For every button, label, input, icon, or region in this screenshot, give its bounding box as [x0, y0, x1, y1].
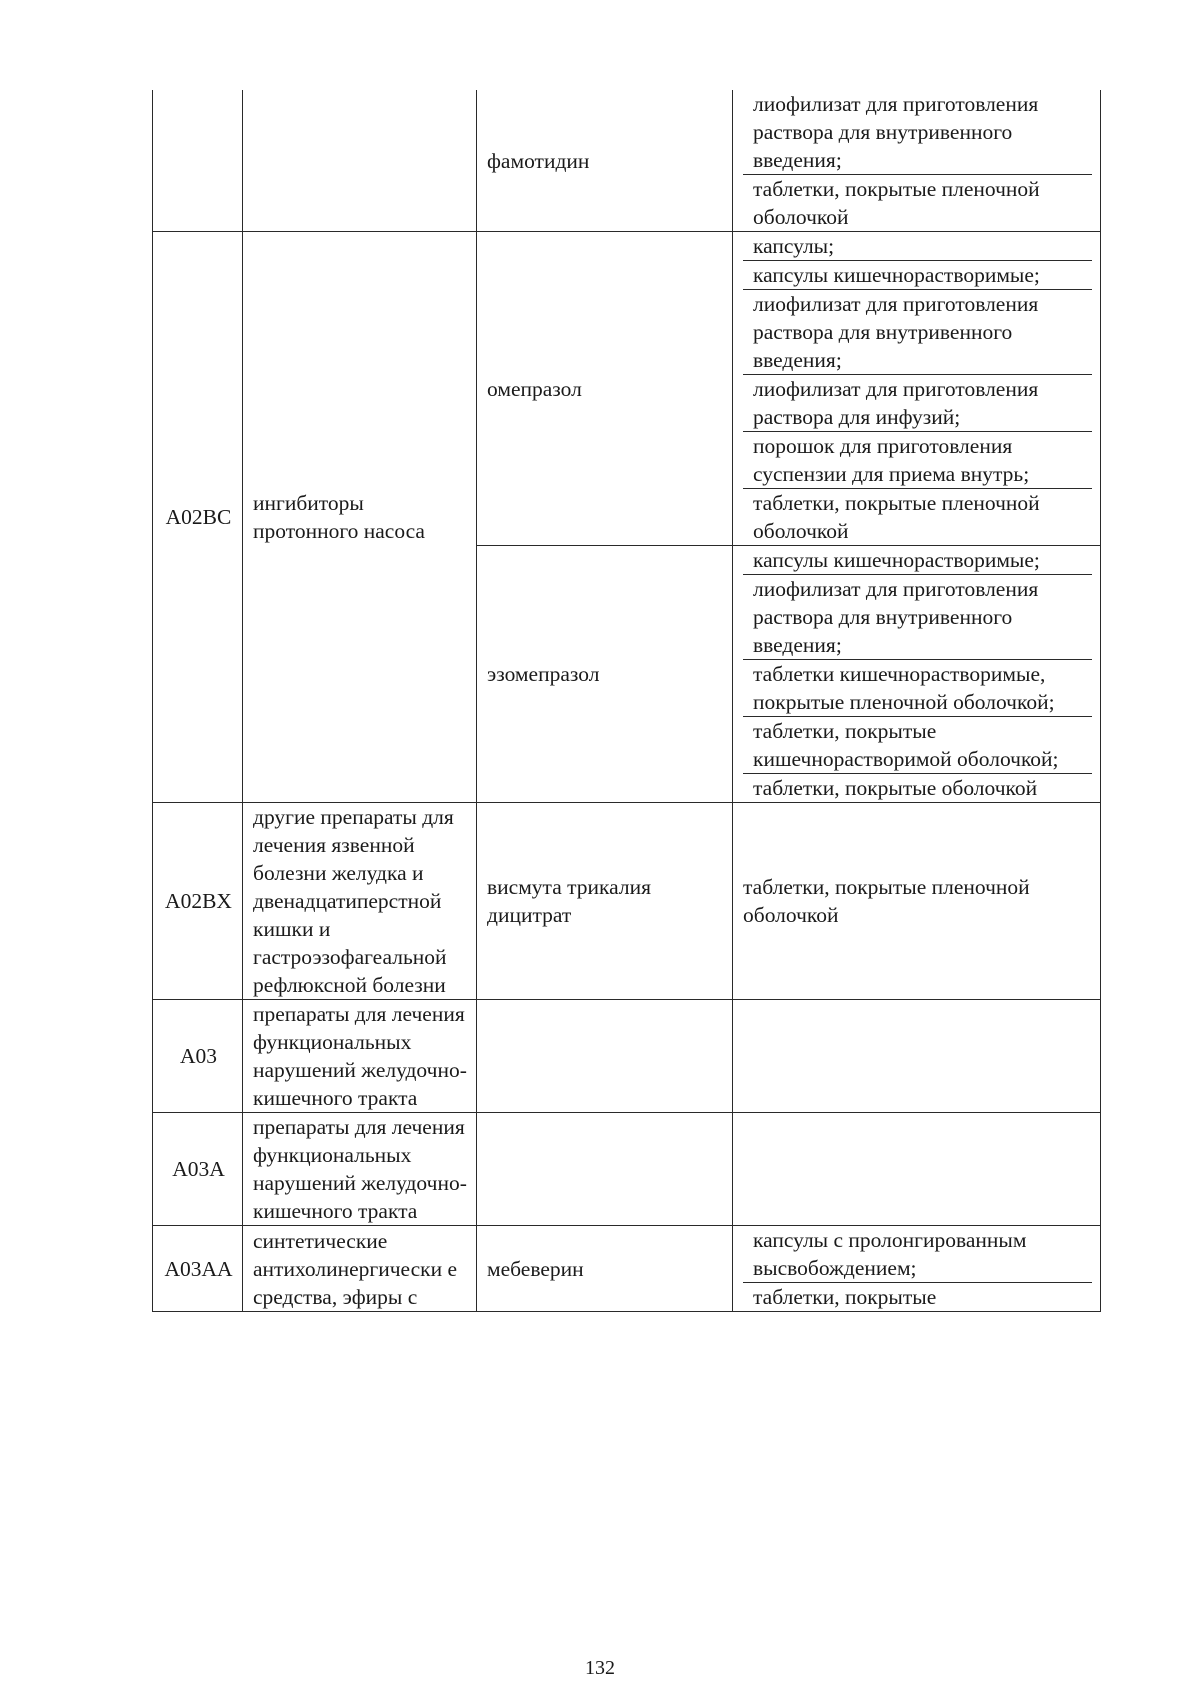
group-cell: [243, 90, 477, 232]
dosage-form: таблетки кишечнорастворимые, покрытые пленочной оболочкой;: [743, 660, 1092, 717]
table-row: [153, 803, 1101, 1000]
group-cell: препараты для лечения функциональных нарушений желудочно-кишечного тракта: [243, 1000, 477, 1113]
group-cell: препараты для лечения функциональных нарушений желудочно-кишечного тракта: [243, 1113, 477, 1226]
dosage-form: таблетки, покрытые оболочкой: [753, 776, 1038, 800]
dosage-form: таблетки, покрытые: [753, 1285, 937, 1309]
drug-name-cell: мебеверин: [477, 1226, 733, 1312]
drug-name-cell: фамотидин: [477, 90, 733, 232]
dosage-forms-cell: [733, 232, 1101, 546]
group-cell: другие препараты для лечения язвенной болезни желудка и двенадцатиперстной кишки и гастроэзофагеальной рефлюксной болезни: [243, 803, 477, 1000]
dosage-forms-cell: [733, 90, 1101, 232]
dosage-form: таблетки, покрытые кишечнорастворимой оболочкой;: [743, 717, 1092, 774]
dosage-form: капсулы с пролонгированным высвобождением;: [743, 1226, 1092, 1283]
dosage-form: капсулы;: [743, 232, 1092, 261]
atc-code-cell: A02BC: [153, 232, 243, 803]
dosage-form: порошок для приготовления суспензии для приема внутрь;: [743, 432, 1092, 489]
drug-name-cell: [477, 1113, 733, 1226]
table-row: [153, 1226, 1101, 1312]
drug-name-cell: висмута трикалия дицитрат: [477, 803, 733, 1000]
dosage-form: таблетки, покрытые пленочной оболочкой: [753, 177, 1040, 229]
atc-code-cell: A02BX: [153, 803, 243, 1000]
table-row: [153, 1113, 1101, 1226]
table-row: [153, 1000, 1101, 1113]
drug-name-cell: [477, 1000, 733, 1113]
dosage-form: лиофилизат для приготовления раствора для внутривенного введения;: [743, 90, 1092, 175]
atc-code-cell: A03: [153, 1000, 243, 1113]
atc-code-cell: [153, 90, 243, 232]
atc-code-cell: A03AA: [153, 1226, 243, 1312]
group-cell: синтетические антихолинергически е средства, эфиры с: [243, 1226, 477, 1312]
drug-name-cell: омепразол: [477, 232, 733, 546]
dosage-form: капсулы кишечнорастворимые;: [743, 546, 1092, 575]
atc-code-cell: A03A: [153, 1113, 243, 1226]
dosage-forms-cell: [733, 546, 1101, 803]
dosage-form: таблетки, покрытые пленочной оболочкой: [753, 491, 1040, 543]
page-number: 132: [585, 1657, 615, 1679]
dosage-form: капсулы кишечнорастворимые;: [743, 261, 1092, 290]
dosage-form: лиофилизат для приготовления раствора для внутривенного введения;: [743, 575, 1092, 660]
group-cell: ингибиторы протонного насоса: [243, 232, 477, 803]
drug-name-cell: эзомепразол: [477, 546, 733, 803]
table-row: [153, 90, 1101, 232]
table-row: [153, 232, 1101, 546]
medication-table: [152, 90, 1101, 1312]
dosage-form: лиофилизат для приготовления раствора для внутривенного введения;: [743, 290, 1092, 375]
dosage-form: лиофилизат для приготовления раствора для инфузий;: [743, 375, 1092, 432]
dosage-forms-cell: [733, 1113, 1101, 1226]
dosage-forms-cell: [733, 1226, 1101, 1312]
dosage-forms-cell: таблетки, покрытые пленочной оболочкой: [733, 803, 1101, 1000]
dosage-forms-cell: [733, 1000, 1101, 1113]
